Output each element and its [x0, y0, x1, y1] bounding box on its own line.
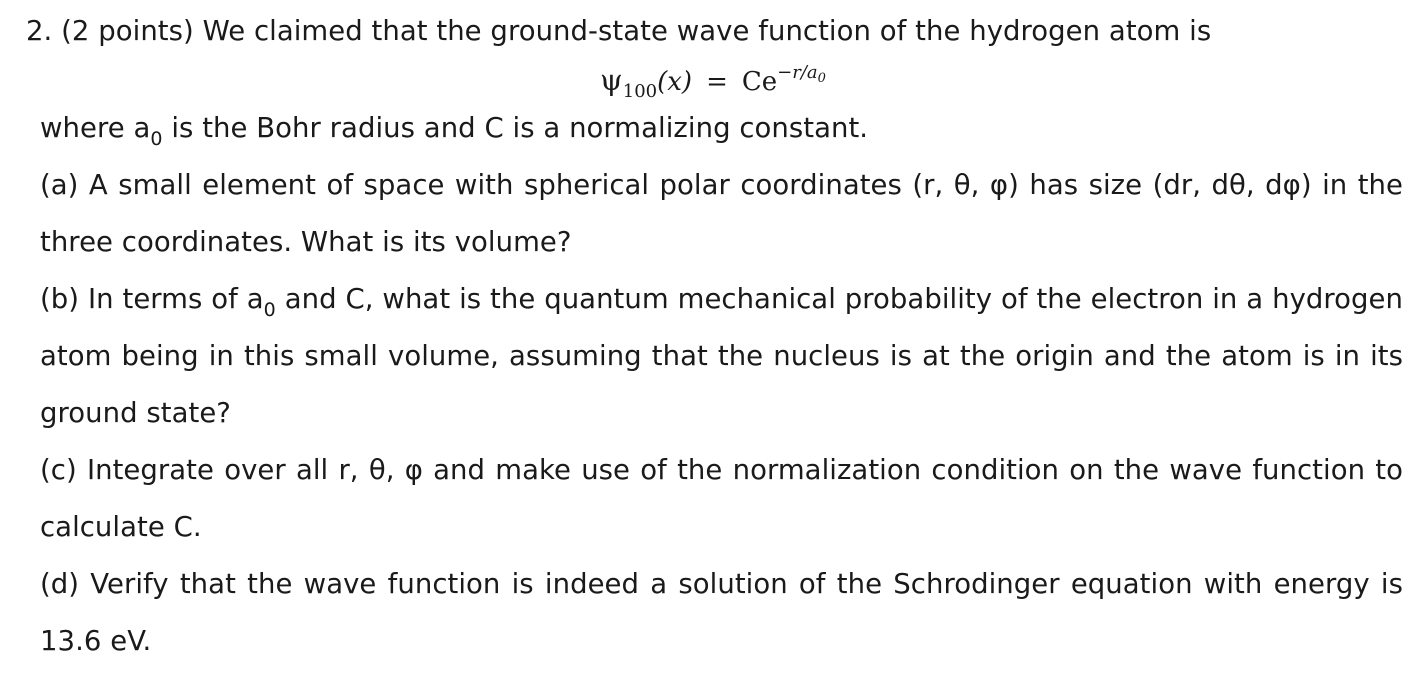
part-c-line-1: (c) Integrate over all r, θ, φ and make use of the normalization condition on the wave function to [40, 454, 1403, 486]
part-b-line-3: ground state? [40, 397, 231, 429]
part-a-line-1: (a) A small element of space with spherical polar coordinates (r, θ, φ) has size (dr, dθ, dφ) in the [40, 169, 1403, 201]
equals-sign: = [706, 67, 728, 97]
part-c-line-2: calculate C. [40, 511, 202, 543]
exponent-text: −r/a [777, 62, 818, 83]
equation-exponent [777, 62, 826, 86]
exponent-subscript: 0 [817, 71, 826, 86]
problem-header: 2. (2 points) We claimed that the ground-state wave function of the hydrogen atom is [26, 15, 1212, 47]
part-b-line-2: atom being in this small volume, assuming that the nucleus is at the origin and the atom is in its [40, 340, 1403, 372]
part-d-line-1: (d) Verify that the wave function is indeed a solution of the Schrodinger equation with energy is [40, 568, 1403, 600]
where-subscript: 0 [150, 128, 163, 150]
part-b-before: (b) In terms of a [40, 283, 264, 315]
psi-symbol: ψ [600, 63, 623, 97]
where-line [40, 111, 1403, 150]
part-b-subscript: 0 [263, 299, 276, 321]
part-b-after: and C, what is the quantum mechanical probability of the electron in a hydrogen [275, 283, 1403, 315]
equation-argument: (x) [657, 67, 693, 97]
where-before: where a [40, 112, 151, 144]
psi-subscript: 100 [622, 81, 658, 102]
equation-rhs-base: Ce [741, 67, 778, 97]
where-after: is the Bohr radius and C is a normalizing constant. [162, 112, 869, 144]
part-a-line-2: three coordinates. What is its volume? [40, 226, 572, 258]
part-b-line-1 [40, 282, 1403, 321]
wave-function-equation [600, 60, 826, 102]
part-d-line-2: 13.6 eV. [40, 625, 152, 657]
